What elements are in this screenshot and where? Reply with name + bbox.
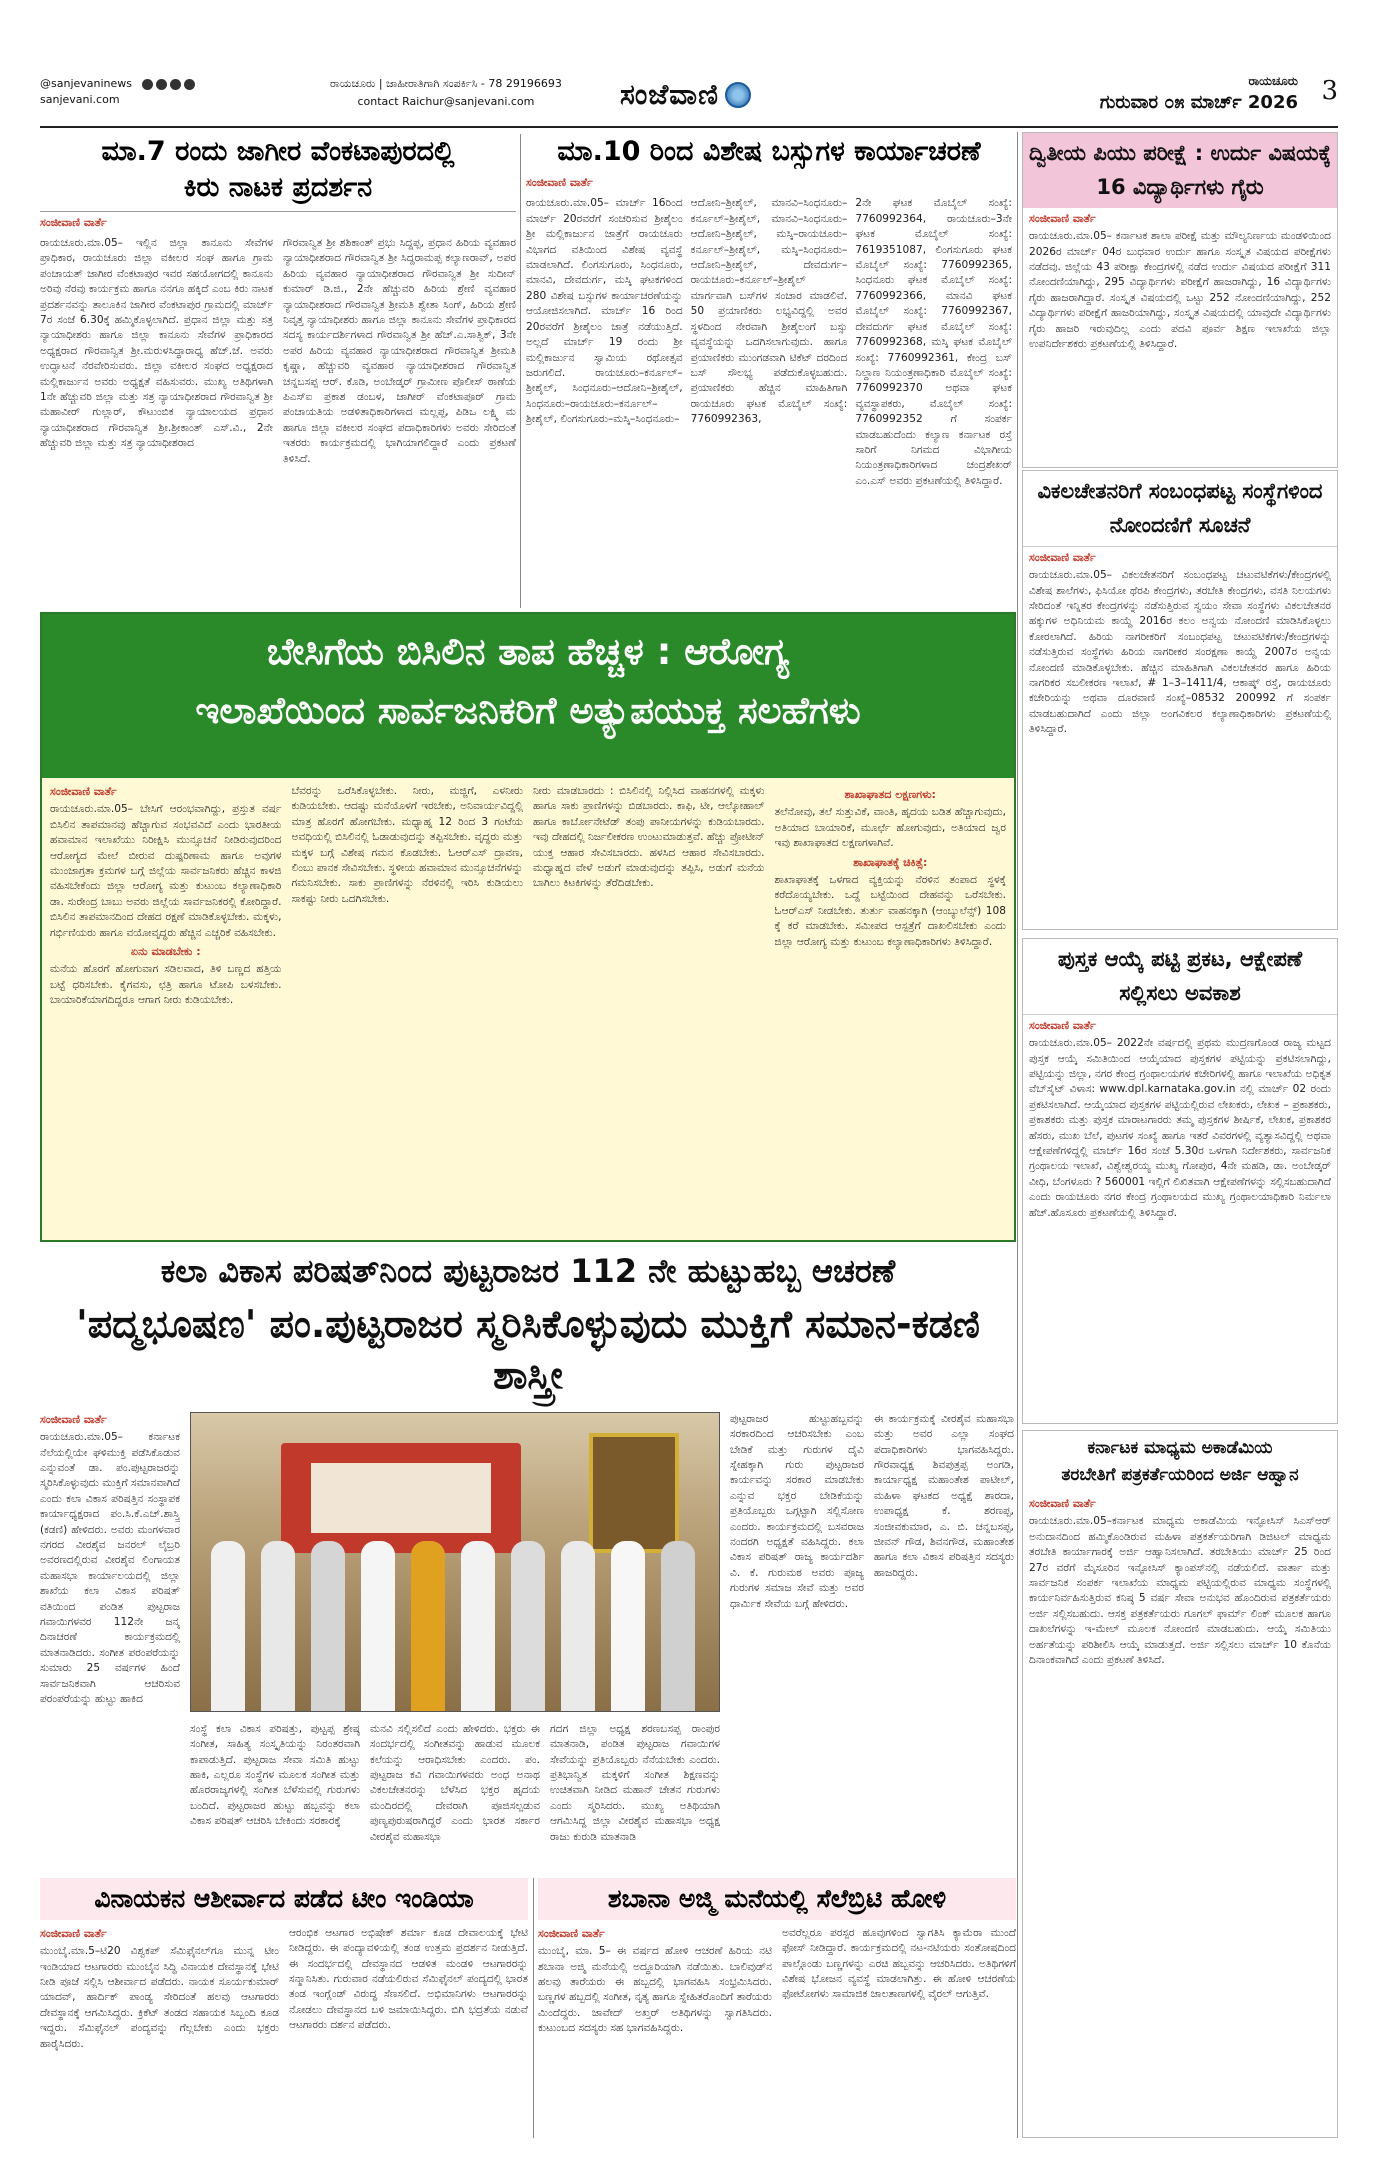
story-puttaraja-birthday xyxy=(40,1250,1016,1870)
city-label: ರಾಯಚೂರು xyxy=(330,77,376,90)
story1-column-1: ರಾಯಚೂರು.ಮಾ.05– ಇಲ್ಲಿನ ಜಿಲ್ಲಾ ಕಾನೂನು ಸೇವೆಗಳ ಪ್ರಾಧಿಕಾರ, ರಾಯಚೂರು ಜಿಲ್ಲಾ ವಕೀಲರ ಸಂಘ ಹಾಗೂ ಗ್ರಾಮ ಪಂಚಾಯತ್ ಜಾಗೀರ ವೆಂಕಟಾಪುರ ಇವರ ಸಹಯೋಗದಲ್ಲಿ ಕಾನೂನು ಅರಿವು ನೆರವು ಕಾರ್ಯಕ್ರಮ ಹಾಗೂ ನನಗೂ ಹಕ್ಕಿದೆ ಎಂಬ ಕಿರು ನಾಟಕ ಪ್ರದರ್ಶನವನ್ನು ತಾಲೂಕಿನ ಜಾಗೀರ ವೆಂಕಟಾಪುರ ಗ್ರಾಮದಲ್ಲಿ ಮಾರ್ಚ್ 7ರ ಸಂಜೆ 6.30ಕ್ಕೆ ಹಮ್ಮಿಕೊಳ್ಳಲಾಗಿದೆ. ಪ್ರಧಾನ ಜಿಲ್ಲಾ ಮತ್ತು ಸತ್ರ ನ್ಯಾಯಾಧೀಶರು ಹಾಗೂ ಜಿಲ್ಲಾ ಕಾನೂನು ಸೇವೆಗಳ ಪ್ರಾಧಿಕಾರದ ಅಧ್ಯಕ್ಷರಾದ ಗೌರವಾನ್ವಿತ ಶ್ರೀ.ಮರುಳಸಿದ್ಧಾರಾಧ್ಯ ಹೆಚ್.ಜೆ. ಅವರು ಉದ್ಘಾಟನೆ ನೆರವೇರಿಸುವರು. ಜಿಲ್ಲಾ ವಕೀಲರ ಸಂಘದ ಅಧ್ಯಕ್ಷರಾದ ಮಲ್ಲಿಕಾರ್ಜುನ ಅವರು ಅಧ್ಯಕ್ಷತೆ ವಹಿಸುವರು. ಮುಖ್ಯ ಅತಿಥಿಗಳಾಗಿ 1ನೇ ಹೆಚ್ಚುವರಿ ಜಿಲ್ಲಾ ಮತ್ತು ಸತ್ರ ನ್ಯಾಯಾಧೀಶರಾದ ಗೌರವಾನ್ವಿತ ಶ್ರೀ ಮಹಾವೀರ್ ಗುಲ್ಲಾರ್, ಕೌಟುಂಬಿಕ ನ್ಯಾಯಾಲಯದ ಪ್ರಧಾನ ನ್ಯಾಯಾಧೀಶರಾದ ಗೌರವಾನ್ವಿತ ಶ್ರೀ.ಶ್ರೀಕಾಂತ್ ಎಸ್.ವಿ., 2ನೇ ಹೆಚ್ಚುವರಿ ಜಿಲ್ಲಾ ಮತ್ತು ಸತ್ರ ನ್ಯಾಯಾಧೀಶರಾದ xyxy=(40,236,273,450)
story-special-buses xyxy=(526,134,1012,610)
sidebar-book-list xyxy=(1022,938,1338,1424)
social-handle[interactable]: @sanjevaninews xyxy=(40,77,133,90)
sidebar2-body: ರಾಯಚೂರು.ಮಾ.05– ವಿಕಲಚೇತನರಿಗೆ ಸಂಬಂಧಪಟ್ಟ ಚಟುವಟಿಕೆಗಳು/ಕೇಂದ್ರಗಳಲ್ಲಿ ವಿಶೇಷ ಶಾಲೆಗಳು, ಫಿಸಿಯೋ ಥೆರಪಿ ಕೇಂದ್ರಗಳು, ತರಬೇತಿ ಕೇಂದ್ರಗಳು, ವಸತಿ ನಿಲಯಗಳು ಸೇರಿದಂತೆ ಇನ್ನಿತರ ಕೇಂದ್ರಗಳನ್ನು ನಡೆಸುತ್ತಿರುವ ಸ್ವಯಂ ಸೇವಾ ಸಂಸ್ಥೆಗಳು ವಿಕಲಚೇತನರ ಹಕ್ಕುಗಳ ಅಧಿನಿಯಮ ಕಾಯ್ದೆ 2016ರ ಕಲಂ ಅನ್ವಯ ನೋಂದಣಿ ಮಾಡಿಸಿಕೊಳ್ಳಲು ಕೋರಲಾಗಿದೆ. ಹಿರಿಯ ನಾಗರೀಕರಿಗೆ ಸಂಬಂಧಪಟ್ಟ ಚಟುವಟಿಕೆಗಳು/ಕೇಂದ್ರಗಳನ್ನು ನಡೆಸುತ್ತಿರುವ ಸಂಸ್ಥೆಗಳು ಹಿರಿಯ ನಾಗರೀಕರ ಸಂರಕ್ಷಣಾ ಕಾಯ್ದೆ 2007ರ ಅನ್ವಯ ನೋಂದಣಿ ಮಾಡಿಕೊಳ್ಳಬೇಕು. ಹೆಚ್ಚಿನ ಮಾಹಿತಿಗಾಗಿ ವಿಕಲಚೇತನರ ಹಾಗೂ ಹಿರಿಯ ನಾಗರಿಕರ ಸಬಲೀಕರಣ ಇಲಾಖೆ, # 1–3–1411/4, ಆಕಾಷ್ಕ್ ರಸ್ತೆ, ರಾಯಚೂರು ಕಚೇರಿಯನ್ನು ಅಥವಾ ದೂರವಾಣಿ ಸಂಖ್ಯೆ–08532 200992 ಗೆ ಸಂಪರ್ಕ ಮಾಡಬಹುದಾಗಿದೆ ಎಂದು ಜಿಲ್ಲಾ ಅಂಗವಿಕಲರ ಕಲ್ಯಾಣಾಧಿಕಾರಿಗಳು ಪ್ರಕಟಣೆಯಲ್ಲಿ ತಿಳಿಸಿದ್ದಾರೆ. xyxy=(1029,569,1331,736)
sidebar3-headline: ಪುಸ್ತಕ ಆಯ್ಕೆ ಪಟ್ಟಿ ಪ್ರಕಟ, ಆಕ್ಷೇಪಣೆ ಸಲ್ಲಿಸಲು ಅವಕಾಶ xyxy=(1023,939,1337,1015)
sidebar3-body: ರಾಯಚೂರು.ಮಾ.05– 2022ನೇ ವರ್ಷದಲ್ಲಿ ಪ್ರಥಮ ಮುದ್ರಣಗೊಂಡ ರಾಜ್ಯ ಮಟ್ಟದ ಪುಸ್ತಕ ಆಯ್ಕೆ ಸಮಿತಿಯಿಂದ ಆಯ್ಕೆಯಾದ ಪುಸ್ತಕಗಳ ಪಟ್ಟಿಯನ್ನು ಪ್ರಕಟಿಸಲಾಗಿದ್ದು, ಪಟ್ಟಿಯನ್ನು ಜಿಲ್ಲಾ, ನಗರ ಕೇಂದ್ರ ಗ್ರಂಥಾಲಯಗಳ ಕಚೇರಿಗಳಲ್ಲಿ ಹಾಗೂ ಇಲಾಖೆಯ ಅಧಿಕೃತ ವೆಬ್‌ಸೈಟ್ ವಿಳಾಸ: www.dpl.karnataka.gov.in ನಲ್ಲಿ ಮಾರ್ಚ್ 02 ರಂದು ಪ್ರಕಟಿಸಲಾಗಿದೆ. ಆಯ್ಕೆಯಾದ ಪುಸ್ತಕಗಳ ಪಟ್ಟಿಯಲ್ಲಿರುವ ಲೇಖಕರು, ಲೇಖಕ – ಪ್ರಕಾಶಕರು, ಪ್ರಕಾಶಕರು ಮತ್ತು ಪುಸ್ತಕ ಮಾರಾಟಗಾರರು ತಮ್ಮ ಪುಸ್ತಕಗಳ ಶೀರ್ಷಿಕೆ, ಲೇಖಕ, ಪ್ರಕಾಶಕರ ಹೆಸರು, ಮುಖ ಬೆಲೆ, ಪುಟಗಳ ಸಂಖ್ಯೆ ಹಾಗೂ ಇತರೆ ವಿವರಗಳಲ್ಲಿ ವ್ಯತ್ಯಾಸವಿದ್ದಲ್ಲಿ ಅಥವಾ ಆಕ್ಷೇಪಣೆಗಳಿದ್ದಲ್ಲಿ ಮಾರ್ಚ್ 16ರ ಸಂಜೆ 5.30ರ ಒಳಗಾಗಿ ನಿರ್ದೇಶಕರು, ಸಾರ್ವಜನಿಕ ಗ್ರಂಥಾಲಯ ಇಲಾಖೆ, ವಿಶ್ವೇಶ್ವರಯ್ಯ ಮುಖ್ಯ ಗೋಪುರ, 4ನೇ ಮಹಡಿ, ಡಾ. ಅಂಬೇಡ್ಕರ್ ವೀಧಿ, ಬೆಂಗಳೂರು ? 560001 ಇಲ್ಲಿಗೆ ಲಿಖಿತವಾಗಿ ಆಕ್ಷೇಪಣೆಗಳನ್ನು ಸಲ್ಲಿಸಬಹುದಾಗಿದೆ ಎಂದು ರಾಯಚೂರು ನಗರ ಕೇಂದ್ರ ಗ್ರಂಥಾಲಯದ ಮುಖ್ಯ ಗ್ರಂಥಾಲಯಾಧಿಕಾರಿ ನಿರ್ಮಲಾ ಹೆಚ್.ಹೊಸೂರು ಪ್ರಕಟಣೆಯಲ್ಲಿ ತಿಳಿಸಿದ್ದಾರೆ. xyxy=(1029,1037,1331,1219)
youtube-icon[interactable] xyxy=(170,79,181,90)
instagram-icon[interactable] xyxy=(156,79,167,90)
twitter-icon[interactable] xyxy=(184,79,195,90)
edition-city: ರಾಯಚೂರು xyxy=(1248,74,1298,88)
story5-column-2: ಅವರೆಲ್ಲರೂ ಪರಸ್ಪರ ಹೂವುಗಳಿಂದ ಸ್ವಾಗತಿಸಿ ಕ್ಯಾಮೆರಾ ಮುಂದೆ ಫೋಸ್ ನೀಡಿದ್ದಾರೆ. ಕಾರ್ಯಕ್ರಮದಲ್ಲಿ ನಟ-ನಟಿಯರು ಸಂತೋಷದಿಂದ ಪಾಲ್ಗೊಂಡು ಬಣ್ಣಗಳನ್ನು ಎರಚಿ ಹಬ್ಬವನ್ನು ಆಚರಿಸಿದರು. ಅತಿಥಿಗಳಿಗೆ ವಿಶೇಷ ಭೋಜನ ವ್ಯವಸ್ಥೆ ಮಾಡಲಾಗಿತ್ತು. ಈ ಹೋಳಿ ಆಚರಣೆಯ ಫೋಟೋಗಳು ಸಾಮಾಜಿಕ ಜಾಲತಾಣಗಳಲ್ಲಿ ವೈರಲ್ ಆಗುತ್ತಿವೆ. xyxy=(782,1926,1016,2001)
story3-column-mid2: ಮನವಿ ಸಲ್ಲಿಸಲಿದೆ ಎಂದು ಹೇಳಿದರು. ಭಕ್ತರು ಈ ಸಂದರ್ಭದಲ್ಲಿ ಸಂಗೀತವನ್ನು ಹಾಡುವ ಮೂಲಕ ಕಲೆಯನ್ನು ಆರಾಧಿಸಬೇಕು ಎಂದರು. ಪಂ. ಪುಟ್ಟರಾಜ ಕವಿ ಗವಾಯಿಗಳವರು ಅಂಧ ಅನಾಥ ವಿಕಲಚೇತನರನ್ನು ಬೆಳೆಸಿದ ಭಕ್ತರ ಹೃದಯ ಮಂದಿರದಲ್ಲಿ ದೇವರಾಗಿ ಪೂಜಿಸಲ್ಪಡುವ ಪುಣ್ಯಪುರುಷರಾಗಿದ್ದರೆ ಎಂದು ಭಾರತ ಸರ್ಕಾರ ವೀರಶೈವ ಮಹಾಸಭಾ xyxy=(370,1722,540,1843)
story4-headline: ವಿನಾಯಕನ ಆಶೀರ್ವಾದ ಪಡೆದ ಟೀಂ ಇಂಡಿಯಾ xyxy=(40,1878,528,1920)
story3-column-right1: ಪುಟ್ಟರಾಜರ ಹುಟ್ಟುಹಬ್ಬವನ್ನು ಸರಕಾರದಿಂದ ಆಚರಿಸಬೇಕು ಎಂಬ ಬೇಡಿಕೆ ಮತ್ತು ಗುರುಗಳ ದೈವಿ ಸ್ನೇಹಕ್ಕಾಗಿ ಗುರು ಪುಟ್ಟರಾಜರ ಕಾರ್ಯವನ್ನು ಸರಕಾರ ಮಾಡಬೇಕು ಎನ್ನುವ ಭಕ್ತರ ಬೇಡಿಕೆಯನ್ನು ಪ್ರತಿಯೊಬ್ಬರು ಒಗ್ಗಟ್ಟಾಗಿ ಸಲ್ಲಿಸೋಣ ಎಂದರು. ಕಾರ್ಯಕ್ರಮದಲ್ಲಿ ಬಸವರಾಜ ನಂದರಗಿ ಅಧ್ಯಕ್ಷತೆ ವಹಿಸಿದ್ದರು. ಕಲಾ ವಿಕಾಸ ಪರಿಷತ್ ರಾಜ್ಯ ಕಾರ್ಯದರ್ಶಿ ವಿ. ಕೆ. ಗುರುಮಠ ಅವರು ಪೂಜ್ಯ ಗುರುಗಳ ಸಮಾಜ ಸೇವೆ ಮತ್ತು ಅವರ ಧಾರ್ಮಿಕ ಸೇವೆಯ ಬಗ್ಗೆ ಹೇಳಿದರು. xyxy=(730,1412,864,1610)
sidebar1-body: ರಾಯಚೂರು.ಮಾ.05– ಕರ್ನಾಟಕ ಶಾಲಾ ಪರೀಕ್ಷೆ ಮತ್ತು ಮೌಲ್ಯನಿರ್ಣಯ ಮಂಡಳಿಯಿಂದ 2026ರ ಮಾರ್ಚ್ 04ರ ಬುಧವಾರ ಉರ್ದು ಹಾಗೂ ಸಂಸ್ಕೃತ ವಿಷಯದ ಪರೀಕ್ಷೆಗಳು ನಡೆದವು. ಜಿಲ್ಲೆಯ 43 ಪರೀಕ್ಷಾ ಕೇಂದ್ರಗಳಲ್ಲಿ ನಡೆದ ಉರ್ದು ವಿಷಯದ ಪರೀಕ್ಷೆಗೆ 311 ನೋಂದಣಿಯಾಗಿದ್ದು, 295 ವಿದ್ಯಾರ್ಥಿಗಳು ಪರೀಕ್ಷೆಗೆ ಹಾಜರಾಗಿದ್ದು, 16 ವಿದ್ಯಾರ್ಥಿಗಳು ಗೈರು ಹಾಜರಾಗಿದ್ದಾರೆ. ಸಂಸ್ಕೃತ ವಿಷಯದಲ್ಲಿ ಒಟ್ಟು 252 ನೋಂದಣಿಯಾಗಿದ್ದು, 252 ವಿದ್ಯಾರ್ಥಿಗಳು ಪರೀಕ್ಷೆಗೆ ಹಾಜರಿಯಾಗಿದ್ದು, ಸಂಸ್ಕೃತ ವಿಷಯದಲ್ಲಿ ಯಾವುದೇ ವಿದ್ಯಾರ್ಥಿಗಳು ಗೈರು ಹಾಜರಿ ಇರುವುದಿಲ್ಲ ಎಂದು ಪದವಿ ಪೂರ್ವ ಶಿಕ್ಷಣ ಇಲಾಖೆಯ ಜಿಲ್ಲಾ ಉಪನಿರ್ದೇಶಕರು ಪ್ರಕಟಣೆಯಲ್ಲಿ ತಿಳಿಸಿದ್ದಾರೆ. xyxy=(1029,230,1331,351)
health-column-3: ನೀರು ಮಾಡಬಾರದು : ಬಿಸಿಲಿನಲ್ಲಿ ನಿಲ್ಲಿಸಿದ ವಾಹನಗಳಲ್ಲಿ ಮಕ್ಕಳು ಹಾಗೂ ಸಾಕು ಪ್ರಾಣಿಗಳನ್ನು ಬಿಡಬಾರದು. ಕಾಫಿ, ಟೀ, ಆಲ್ಕೋಹಾಲ್ ಹಾಗೂ ಕಾರ್ಬೋನೇಟೆಡ್ ತಂಪು ಪಾನೀಯಗಳನ್ನು ಕುಡಿಯಬಾರದು. ಇವು ದೇಹದಲ್ಲಿ ನಿರ್ಜಲೀಕರಣ ಉಂಟುಮಾಡುತ್ತವೆ. ಹೆಚ್ಚು ಪ್ರೋಟೀನ್ ಯುಕ್ತ ಆಹಾರ ಸೇವಿಸಬಾರದು. ಹಳಸಿದ ಆಹಾರ ಸೇವಿಸಬಾರದು. ಮಧ್ಯಾಹ್ನದ ವೇಳೆ ಅಡುಗೆ ಮಾಡುವುದನ್ನು ತಪ್ಪಿಸಿ, ಅಡುಗೆ ಮನೆಯ ಬಾಗಿಲು ಕಿಟಕಿಗಳನ್ನು ತೆರೆದಿಡಬೇಕು. xyxy=(533,785,765,890)
sidebar-media-academy xyxy=(1022,1430,1338,2138)
story2-byline: ಸಂಜೀವಾಣಿ ವಾರ್ತೆ xyxy=(526,176,593,190)
sidebar3-byline: ಸಂಜೀವಾಣಿ ವಾರ್ತೆ xyxy=(1029,1019,1096,1033)
event-photo xyxy=(190,1412,720,1712)
story5-headline: ಶಬಾನಾ ಅಜ್ಮಿ ಮನೆಯಲ್ಲಿ ಸೆಲೆಬ್ರಿಟಿ ಹೋಳಿ xyxy=(538,1878,1016,1920)
story2-headline: ಮಾ.10 ರಿಂದ ವಿಶೇಷ ಬಸ್ಸುಗಳ ಕಾರ್ಯಾಚರಣೆ xyxy=(557,136,981,167)
contact-email[interactable]: contact Raichur@sanjevani.com xyxy=(357,95,535,108)
health-column-2: ಬೆವರನ್ನು ಒರೆಸಿಕೊಳ್ಳಬೇಕು. ನೀರು, ಮಜ್ಜಿಗೆ, ಎಳನೀರು ಕುಡಿಯಬೇಕು. ಆದಷ್ಟು ಮನೆಯೊಳಗೆ ಇರಬೇಕು, ಅನಿವಾರ್ಯವಿದ್ದಲ್ಲಿ ಮಾತ್ರ ಹೊರಗೆ ಹೋಗಬೇಕು. ಮಧ್ಯಾಹ್ನ 12 ರಿಂದ 3 ಗಂಟೆಯ ಅವಧಿಯಲ್ಲಿ ಬಿಸಿಲಿನಲ್ಲಿ ಓಡಾಡುವುದನ್ನು ತಪ್ಪಿಸಬೇಕು. ವೃದ್ಧರು ಮತ್ತು ಮಕ್ಕಳ ಬಗ್ಗೆ ವಿಶೇಷ ಗಮನ ಕೊಡಬೇಕು. ಓಆರ್‌ಎಸ್ ದ್ರಾವಣ, ಲಿಂಬು ಪಾನಕ ಸೇವಿಸಬೇಕು. ಸ್ಥಳೀಯ ಹವಾಮಾನ ಮುನ್ಸೂಚನೆಗಳನ್ನು ಗಮನಿಸಬೇಕು. ಸಾಕು ಪ್ರಾಣಿಗಳನ್ನು ನೆರಳಿನಲ್ಲಿ ಇರಿಸಿ ಕುಡಿಯಲು ಸಾಕಷ್ಟು ನೀರು ಒದಗಿಸಬೇಕು. xyxy=(291,785,523,905)
social-icons xyxy=(142,79,195,90)
story3-column-right2: ಈ ಕಾರ್ಯಕ್ರಮಕ್ಕೆ ವೀರಶೈವ ಮಹಾಸಭಾ ಮತ್ತು ಅವರ ಎಲ್ಲಾ ಸಂಘದ ಪದಾಧಿಕಾರಿಗಳು ಭಾಗವಹಿಸಿದ್ದರು. ಗೌರವಾಧ್ಯಕ್ಷ ಶಿವಪುತ್ರಪ್ಪ ಅಂಗಡಿ, ಕಾರ್ಯಾಧ್ಯಕ್ಷ ಮಹಾಂತೇಶ ಪಾಟೀಲ್, ಮಹಿಳಾ ಘಟಕದ ಅಧ್ಯಕ್ಷೆ ಶಾರದಾ, ಉಪಾಧ್ಯಕ್ಷ ಕೆ. ಶರಣಪ್ಪ, ಸಂಜೀವಕುಮಾರ, ಎ. ಬಿ. ಚನ್ನಬಸಪ್ಪ, ಜೀವನ್ ಗೌಡ, ಶಿವನಗೌಡ, ಮಹಾಂತೇಶ ಹಾಗೂ ಕಲಾ ವಿಕಾಸ ಪರಿಷತ್ತಿನ ಸದಸ್ಯರು ಹಾಜರಿದ್ದರು. xyxy=(874,1412,1014,1579)
masthead xyxy=(40,72,1338,128)
story1-column-2: ಗೌರವಾನ್ವಿತ ಶ್ರೀ ಶಶಿಕಾಂತ್ ಪ್ರಭು ಸಿದ್ದಪ್ಪ, ಪ್ರಧಾನ ಹಿರಿಯ ವ್ಯವಹಾರ ನ್ಯಾಯಾಧೀಶರಾದ ಗೌರವಾನ್ವಿತ ಶ್ರೀ ಸಿದ್ದರಾಮಪ್ಪ ಕಲ್ಯಾಣರಾವ್, ಅಪರ ಹಿರಿಯ ವ್ಯವಹಾರ ನ್ಯಾಯಾಧೀಶರಾದ ಗೌರವಾನ್ವಿತ ಶ್ರೀ ಸುದೀನ್ ಕುಮಾರ್ ಡಿ.ಜಿ., 2ನೇ ಹೆಚ್ಚುವರಿ ಹಿರಿಯ ಶ್ರೇಣಿ ವ್ಯವಹಾರ ನ್ಯಾಯಾಧೀಶರಾದ ಗೌರವಾನ್ವಿತ ಶ್ರೀಮತಿ ಶ್ವೇತಾ ಸಿಂಗ್, ಹಿರಿಯ ಶ್ರೇಣಿ ನಿವೃತ್ತ ನ್ಯಾಯಾಧೀಶರು ಹಾಗೂ ಜಿಲ್ಲಾ ಕಾನೂನು ಸೇವೆಗಳ ಪ್ರಾಧಿಕಾರದ ಸದಸ್ಯ ಕಾರ್ಯದರ್ಶಿಗಳಾದ ಗೌರವಾನ್ವಿತ ಶ್ರೀ ಹೆಚ್.ಎ.ಸಾತ್ವಿಕ್, 3ನೇ ಅಪರ ಹಿರಿಯ ವ್ಯವಹಾರ ನ್ಯಾಯಾಧೀಶರಾದ ಗೌರವಾನ್ವಿತ ಶ್ರೀಮತಿ ಕೃಷ್ಣಾ, ಹೆಚ್ಚುವರಿ ವ್ಯವಹಾರ ನ್ಯಾಯಾಧೀಶರಾದ ಗೌರವಾನ್ವಿತ ಚನ್ನಬಸಪ್ಪ ಆರ್. ಕೊಡಿ, ಅಂಬೇಡ್ಕರ್ ಗ್ರಾಮೀಣ ಪೊಲೀಸ್ ಠಾಣೆಯ ಪಿಎಸ್ಐ ಪ್ರಕಾಶ ಡಂಬಳ, ಜಾಗೀರ್ ವೆಂಕಟಾಪೂರ್ ಗ್ರಾಮ ಪಂಚಾಯತಿಯ ಅಡಳಿತಾಧಿಕಾರಿಗಳಾದ ಮಲ್ಲಪ್ಪ, ಪಿಡಿಒ ಲಕ್ಷ್ಮಿ ಮ ಹಾಗೂ ಜಿಲ್ಲಾ ವಕೀಲರ ಸಂಘದ ಪದಾಧಿಕಾರಿಗಳು ಅವರು ಸೇರಿದಂತೆ ಇತರರು ಕಾರ್ಯಕ್ರಮದಲ್ಲಿ ಭಾಗಿಯಾಗಲಿದ್ದಾರೆ ಎಂದು ಪ್ರಕಟಣೆ ತಿಳಿಸಿದೆ. xyxy=(283,236,516,465)
health-subhead-symptoms: ಶಾಖಾಘಾತದ ಲಕ್ಷಣಗಳು: xyxy=(844,788,936,801)
story3-kicker: ಕಲಾ ವಿಕಾಸ ಪರಿಷತ್‌ನಿಂದ ಪುಟ್ಟರಾಜರ 112 ನೇ ಹುಟ್ಟುಹಬ್ಬ ಆಚರಣೆ xyxy=(160,1252,896,1290)
story4-column-2: ಆರಂಭಿಕ ಆಟಗಾರ ಅಭಿಷೇಕ್ ಶರ್ಮಾ ಕೂಡ ದೇವಾಲಯಕ್ಕೆ ಭೇಟಿ ನೀಡಿದ್ದರು. ಈ ಪಂದ್ಯಾವಳಿಯಲ್ಲಿ ತಂಡ ಉತ್ತಮ ಪ್ರದರ್ಶನ ನೀಡುತ್ತಿದೆ. ಈ ಸಂದರ್ಭದಲ್ಲಿ ದೇವಸ್ಥಾನದ ಆಡಳಿತ ಮಂಡಳಿ ಆಟಗಾರರನ್ನು ಸನ್ಮಾನಿಸಿತು. ಗುರುವಾರ ನಡೆಯಲಿರುವ ಸೆಮಿಫೈನಲ್ ಪಂದ್ಯದಲ್ಲಿ ಭಾರತ ತಂಡ ಇಂಗ್ಲೆಂಡ್ ವಿರುದ್ಧ ಸೆಣಸಲಿದೆ. ಅಭಿಮಾನಿಗಳು ಆಟಗಾರರನ್ನು ನೋಡಲು ದೇವಸ್ಥಾನದ ಬಳಿ ಜಮಾಯಿಸಿದ್ದರು. ಬಿಗಿ ಭದ್ರತೆಯ ನಡುವೆ ಆಟಗಾರರು ದರ್ಶನ ಪಡೆದರು. xyxy=(289,1926,528,2032)
sidebar4-body: ರಾಯಚೂರು.ಮಾ.05–ಕರ್ನಾಟಕ ಮಾಧ್ಯಮ ಅಕಾಡೆಮಿಯ ಇನ್ಫೋಸಿಸ್ ಸಿಎಸ್ಆರ್ ಅನುದಾನದಿಂದ ಹಮ್ಮಿಕೊಂಡಿರುವ ಮಹಿಳಾ ಪತ್ರಕರ್ತೆಯರಿಗಾಗಿ ಡಿಜಿಟಲ್ ಮಾಧ್ಯಮ ತರಬೇತಿ ಕಾರ್ಯಾಗಾರಕ್ಕೆ ಅರ್ಜಿ ಆಹ್ವಾನಿಸಲಾಗಿದೆ. ತರಬೇತಿಯು ಮಾರ್ಚ್ 25 ರಿಂದ 27ರ ವರೆಗೆ ಮೈಸೂರಿನ ಇನ್ಫೋಸಿಸ್ ಕ್ಯಾಂಪಸ್‌ನಲ್ಲಿ ನಡೆಯಲಿದೆ. ವಾರ್ತಾ ಮತ್ತು ಸಾರ್ವಜನಿಕ ಸಂಪರ್ಕ ಇಲಾಖೆಯ ಮಾಧ್ಯಮ ಪಟ್ಟಿಯಲ್ಲಿರುವ ಮಾಧ್ಯಮ ಸಂಸ್ಥೆಗಳಲ್ಲಿ ಕಾರ್ಯನಿರ್ವಹಿಸುತ್ತಿರುವ ಕನಿಷ್ಠ 5 ವರ್ಷ ಸೇವಾ ಅನುಭವ ಹೊಂದಿರುವ ಪತ್ರಕರ್ತೆಯರು ಅರ್ಜಿ ಸಲ್ಲಿಸಬಹುದು. ಆಸಕ್ತ ಪತ್ರಕರ್ತೆಯರು ಗೂಗಲ್ ಫಾರ್ಮ್ ಲಿಂಕ್ ಮೂಲಕ ಹಾಗೂ ದಾಖಲೆಗಳನ್ನು ಇ-ಮೇಲ್ ಮೂಲಕ ನೋಂದಣಿ ಮಾಡಬಹುದು. ಆಯ್ಕೆ ಸಮಿತಿಯು ಅರ್ಹತೆಯನ್ನು ಪರಿಶೀಲಿಸಿ ಆಯ್ಕೆ ಮಾಡುತ್ತದೆ. ಅರ್ಜಿ ಸಲ್ಲಿಸಲು ಮಾರ್ಚ್ 10 ಕೊನೆಯ ದಿನಾಂಕವಾಗಿದೆ ಎಂದು ಪ್ರಕಟಣೆ ತಿಳಿಸಿದೆ. xyxy=(1029,1515,1331,1667)
masthead-center: ರಾಯಚೂರು | ಜಾಹೀರಾತಿಗಾಗಿ ಸಂಪರ್ಕಿಸಿ - 78 29196693 contact Raichur@sanjevani.com xyxy=(330,77,562,108)
health-column-1: ಸಂಜೀವಾಣಿ ವಾರ್ತೆ ರಾಯಚೂರು.ಮಾ.05– ಬೇಸಿಗೆ ಆರಂಭವಾಗಿದ್ದು, ಪ್ರಸ್ತುತ ವರ್ಷ ಬಿಸಿಲಿನ ತಾಪಮಾನವು ಹೆಚ್ಚಾಗುವ ಸಂಭವವಿದೆ ಎಂದು ಭಾರತೀಯ ಹವಾಮಾನ ಇಲಾಖೆಯು ನಿರೀಕ್ಷಿಸಿ ಮುನ್ಸೂಚನೆ ನೀಡಿರುವುದರಿಂದ ಆರೋಗ್ಯದ ಮೇಲೆ ಬೀರುವ ದುಷ್ಪರಿಣಾಮ ಹಾಗೂ ಅವುಗಳ ಮುಂಜಾಗ್ರತಾ ಕ್ರಮಗಳ ಬಗ್ಗೆ ಜಿಲ್ಲೆಯ ಸಾರ್ವಜನಿಕರು ಹೆಚ್ಚಿನ ಕಾಳಜಿ ವಹಿಸಬೇಕೆಂದು ಜಿಲ್ಲಾ ಆರೋಗ್ಯ ಮತ್ತು ಕುಟುಂಬ ಕಲ್ಯಾಣಾಧಿಕಾರಿ ಡಾ. ಸುರೇಂದ್ರ ಬಾಬು ಅವರು ಜಿಲ್ಲೆಯ ಸಾರ್ವಜನಿಕರಲ್ಲಿ ಕೋರಿದ್ದಾರೆ. ಬಿಸಿಲಿನ ತಾಪಮಾನದಿಂದ ದೇಹದ ರಕ್ಷಣೆ ಮಾಡಿಕೊಳ್ಳಬೇಕು. ಮಕ್ಕಳು, ಗರ್ಭಿಣಿಯರು ಹಾಗೂ ವಯೋವೃದ್ಧರು ಹೆಚ್ಚಿನ ಎಚ್ಚರಿಕೆ ವಹಿಸಬೇಕು. ಏನು ಮಾಡಬೇಕು : ಮನೆಯ ಹೊರಗೆ ಹೋಗುವಾಗ ಸಡಿಲವಾದ, ತಿಳಿ ಬಣ್ಣದ ಹತ್ತಿಯ ಬಟ್ಟೆ ಧರಿಸಬೇಕು. ಕೈಗವಸು, ಛತ್ರಿ ಹಾಗೂ ಟೋಪಿ ಬಳಸಬೇಕು. ಬಾಯಾರಿಕೆಯಾಗದಿದ್ದರೂ ಆಗಾಗ ನೀರು ಕುಡಿಯಬೇಕು. xyxy=(50,785,282,1007)
story3-headline: 'ಪದ್ಮಭೂಷಣ' ಪಂ.ಪುಟ್ಟರಾಜರ ಸ್ಮರಿಸಿಕೊಳ್ಳುವುದು ಮುಕ್ತಿಗೆ ಸಮಾನ-ಕಡಣಿ ಶಾಸ್ತ್ರೀ xyxy=(76,1302,980,1398)
portrait-frame xyxy=(589,1433,679,1553)
health-subhead-treatment: ಶಾಖಾಘಾತಕ್ಕೆ ಚಿಕಿತ್ಸೆ: xyxy=(853,855,928,869)
story4-column-1: ಸಂಜೀವಾಣಿ ವಾರ್ತೆ ಮುಂಬೈ.ಮಾ.5–ಟಿ20 ವಿಶ್ವಕಪ್ ಸೆಮಿಫೈನಲ್‌ಗೂ ಮುನ್ನ ಟೀಂ ಇಂಡಿಯಾದ ಆಟಗಾರರು ಮುಂಬೈನ ಸಿದ್ಧಿ ವಿನಾಯಕ ದೇವಸ್ಥಾನಕ್ಕೆ ಭೇಟಿ ನೀಡಿ ಪೂಜೆ ಸಲ್ಲಿಸಿ ಆಶೀರ್ವಾದ ಪಡೆದರು. ನಾಯಕ ಸೂರ್ಯಕುಮಾರ್ ಯಾದವ್, ಹಾರ್ದಿಕ್ ಪಾಂಡ್ಯ ಸೇರಿದಂತೆ ಹಲವು ಆಟಗಾರರು ದೇವಸ್ಥಾನಕ್ಕೆ ಆಗಮಿಸಿದ್ದರು. ಕ್ರಿಕೆಟ್ ತಂಡದ ಸಹಾಯಕ ಸಿಬ್ಬಂದಿ ಕೂಡ ಇದ್ದರು. ಸೆಮಿಫೈನಲ್ ಪಂದ್ಯವನ್ನು ಗೆಲ್ಲಬೇಕು ಎಂದು ಭಕ್ತರು ಹಾರೈಸಿದರು. xyxy=(40,1926,279,2050)
masthead-left xyxy=(40,76,195,108)
website-link[interactable]: sanjevani.com xyxy=(40,93,120,106)
column-divider xyxy=(520,134,521,608)
story2-column-1: ರಾಯಚೂರು.ಮಾ.05– ಮಾರ್ಚ್ 16ರಿಂದ ಮಾರ್ಚ್ 20ರವರೆಗೆ ಸಂಚರಿಸುವ ಶ್ರೀಶೈಲಂ ಶ್ರೀ ಮಲ್ಲಿಕಾರ್ಜುನ ಜಾತ್ರೆಗೆ ರಾಯಚೂರು ವಿಭಾಗದ ವತಿಯಿಂದ ವಿಶೇಷ ವ್ಯವಸ್ಥೆ ಮಾಡಲಾಗಿದೆ. ಲಿಂಗಸುಗೂರು, ಸಿಂಧನೂರು, ಮಾನವಿ, ದೇವದುರ್ಗ, ಮಸ್ಕಿ ಘಟಕಗಳಿಂದ 280 ವಿಶೇಷ ಬಸ್ಸುಗಳ ಕಾರ್ಯಾಚರಣೆಯನ್ನು ಆಯೋಜಿಸಲಾಗಿದೆ. ಮಾರ್ಚ್ 16 ರಿಂದ 20ರವರೆಗೆ ಶ್ರೀಶೈಲಂ ಜಾತ್ರೆ ನಡೆಯುತ್ತಿದೆ. ಅಲ್ಲದೆ ಮಾರ್ಚ್ 19 ರಂದು ಶ್ರೀ ಮಲ್ಲಿಕಾರ್ಜುನ ಸ್ವಾಮಿಯ ರಥೋತ್ಸವ ಜರುಗಲಿದೆ. ರಾಯಚೂರು–ಕರ್ನೂಲ್–ಶ್ರೀಶೈಲ್, ಸಿಂಧನೂರು–ಆದೋನಿ–ಶ್ರೀಶೈಲ್, ಸಿಂಧನೂರು–ರಾಯಚೂರು–ಕರ್ನೂಲ್–ಶ್ರೀಶೈಲ್, ಲಿಂಗಸುಗೂರು–ಮಸ್ಕಿ–ಸಿಂಧನೂರು– xyxy=(526,197,683,426)
health-column-4: ಶಾಖಾಘಾತದ ಲಕ್ಷಣಗಳು: ತಲೆನೋವು, ತಲೆ ಸುತ್ತುವಿಕೆ, ವಾಂತಿ, ಹೃದಯ ಬಡಿತ ಹೆಚ್ಚಾಗುವುದು, ಅತಿಯಾದ ಬಾಯಾರಿಕೆ, ಮೂರ್ಛೆ ಹೋಗುವುದು, ಅತಿಯಾದ ಜ್ವರ ಇವು ಶಾಖಾಘಾತದ ಲಕ್ಷಣಗಳಾಗಿವೆ. ಶಾಖಾಘಾತಕ್ಕೆ ಚಿಕಿತ್ಸೆ: ಶಾಖಾಘಾತಕ್ಕೆ ಒಳಗಾದ ವ್ಯಕ್ತಿಯನ್ನು ನೆರಳಿನ ತಂಪಾದ ಸ್ಥಳಕ್ಕೆ ಕರೆದೊಯ್ಯಬೇಕು. ಒದ್ದೆ ಬಟ್ಟೆಯಿಂದ ದೇಹವನ್ನು ಒರೆಸಬೇಕು. ಓಆರ್‌ಎಸ್ ನೀಡಬೇಕು. ತುರ್ತು ವಾಹನಕ್ಕಾಗಿ (ಆಂಬ್ಯುಲೆನ್ಸ್) 108 ಕ್ಕೆ ಕರೆ ಮಾಡಬೇಕು. ಸಮೀಪದ ಆಸ್ಪತ್ರೆಗೆ ದಾಖಲಿಸಬೇಕು ಎಂದು ಜಿಲ್ಲಾ ಆರೋಗ್ಯ ಮತ್ತು ಕುಟುಂಬ ಕಲ್ಯಾಣಾಧಿಕಾರಿಗಳು ತಿಳಿಸಿದ್ದಾರೆ. xyxy=(774,788,1006,948)
story-holi-celebration xyxy=(538,1878,1016,2138)
story5-column-1: ಸಂಜೀವಾಣಿ ವಾರ್ತೆ ಮುಂಬೈ, ಮಾ. 5– ಈ ವರ್ಷದ ಹೋಳಿ ಆಚರಣೆ ಹಿರಿಯ ನಟಿ ಶಬಾನಾ ಅಜ್ಮಿ ಮನೆಯಲ್ಲಿ ಅದ್ಧೂರಿಯಾಗಿ ನಡೆಯಿತು. ಬಾಲಿವುಡ್‌ನ ಹಲವು ತಾರೆಯರು ಈ ಹಬ್ಬದಲ್ಲಿ ಭಾಗವಹಿಸಿ ಸಂಭ್ರಮಿಸಿದರು. ಬಣ್ಣಗಳ ಹಬ್ಬದಲ್ಲಿ ಸಂಗೀತ, ನೃತ್ಯ ಹಾಗೂ ಸ್ನೇಹಿತರೊಂದಿಗೆ ತಾರೆಯರು ಮಿಂದೆದ್ದರು. ಜಾವೇದ್ ಅಖ್ತರ್ ಅತಿಥಿಗಳನ್ನು ಸ್ವಾಗತಿಸಿದರು. ಕುಟುಂಬದ ಸದಸ್ಯರು ಸಹ ಭಾಗವಹಿಸಿದ್ದರು. xyxy=(538,1926,772,2035)
story1-headline: ಮಾ.7 ರಂದು ಜಾಗೀರ ವೆಂಕಟಾಪುರದಲ್ಲಿ ಕಿರು ನಾಟಕ ಪ್ರದರ್ಶನ xyxy=(40,134,516,212)
sidebar4-byline: ಸಂಜೀವಾಣಿ ವಾರ್ತೆ xyxy=(1029,1497,1096,1511)
sidebar-disabled-registration xyxy=(1022,470,1338,930)
sidebar-puc-exam xyxy=(1022,132,1338,468)
story3-column-left: ಸಂಜೀವಾಣಿ ವಾರ್ತೆ ರಾಯಚೂರು.ಮಾ.05– ಕರ್ನಾಟಕ ನೆಲೆಯಲ್ಲಿಯೇ ಘಳಿಮುಕ್ತಿ ಪಡೆಸಿಕೊಡುವ ಎನ್ನುವಂತೆ ಡಾ. ಪಂ.ಪುಟ್ಟರಾಜರನ್ನು ಸ್ಮರಿಸಿಕೊಳ್ಳುವುದು ಮುಕ್ತಿಗೆ ಸಮಾನವಾಗಿದೆ ಎಂದು ಕಲಾ ವಿಕಾಸ ಪರಿಷತ್ತಿನ ಸಂಸ್ಥಾಪಕ ಕಾರ್ಯಾಧ್ಯಕ್ಷರಾದ ಪಂ.ಸಿ.ಕೆ.ಎಚ್.ಶಾಸ್ತ್ರಿ (ಕಡಣಿ) ಹೇಳಿದರು. ಅವರು ಮಂಗಳವಾರ ನಗರದ ವೀರಶೈವ ಜನರಲ್ ಲೈಬ್ರರಿ ಅವರಣದಲ್ಲಿರುವ ವೀರಶೈವ ಲಿಂಗಾಯತ ಮಹಾಸಭಾ ಕಾರ್ಯಾಲಯದಲ್ಲಿ ಜಿಲ್ಲಾ ಶಾಖೆಯ ಕಲಾ ವಿಕಾಸ ಪರಿಷತ್ ವತಿಯಿಂದ ಪಂಡಿತ ಪುಟ್ಟರಾಜ ಗವಾಯಿಗಳವರ 112ನೇ ಜನ್ಮ ದಿನಾಚರಣೆ ಕಾರ್ಯಕ್ರಮದಲ್ಲಿ ಮಾತನಾಡಿದರು. ಸಂಗೀತ ಪರಂಪರೆಯನ್ನು ಸುಮಾರು 25 ವರ್ಷಗಳ ಹಿಂದೆ ಸಾರ್ವಜನಿಕವಾಗಿ ಆಚರಿಸುವ ಪರಂಪರೆಯನ್ನು ಹುಟ್ಟು ಹಾಕಿದ xyxy=(40,1412,180,1706)
sidebar2-headline: ವಿಕಲಚೇತನರಿಗೆ ಸಂಬಂಧಪಟ್ಟ ಸಂಸ್ಥೆಗಳಿಂದ ನೋಂದಣಿಗೆ ಸೂಚನೆ xyxy=(1023,471,1337,547)
globe-icon xyxy=(725,82,751,108)
story1-byline: ಸಂಜೀವಾಣಿ ವಾರ್ತೆ xyxy=(40,215,107,229)
masthead-right xyxy=(1038,72,1338,120)
facebook-icon[interactable] xyxy=(142,79,153,90)
story2-column-2: ಆದೋನಿ–ಶ್ರೀಶೈಲ್, ಮಾನವಿ–ಸಿಂಧನೂರು–ಕರ್ನೂಲ್–ಶ್ರೀಶೈಲ್, ಮಾನವಿ–ಸಿಂಧನೂರು–ಆದೋನಿ–ಶ್ರೀಶೈಲ್, ಮಸ್ಕಿ–ರಾಯಚೂರು–ಕರ್ನೂಲ್–ಶ್ರೀಶೈಲ್, ಮಸ್ಕಿ–ಸಿಂಧನೂರು–ಆದೋನಿ–ಶ್ರೀಶೈಲ್, ದೇವದುರ್ಗ–ರಾಯಚೂರು–ಕರ್ನೂಲ್–ಶ್ರೀಶೈಲ್ ಮಾರ್ಗವಾಗಿ ಬಸ್‌ಗಳ ಸಂಚಾರ ಮಾಡಲಿವೆ. 50 ಪ್ರಯಾಣಿಕರು ಲಭ್ಯವಿದ್ದಲ್ಲಿ ಅವರ ಸ್ಥಳದಿಂದ ನೇರವಾಗಿ ಶ್ರೀಶೈಲಂಗೆ ಬಸ್ಸು ವ್ಯವಸ್ಥೆಯನ್ನು ಒದಗಿಸಲಾಗುವುದು. ಹಾಗೂ ಪ್ರಯಾಣಿಕರು ಮುಂಗಡವಾಗಿ ಟಿಕೆಟ್ ದರದಿಂದ ಬಸ್ ಸೌಲಭ್ಯ ಪಡೆದುಕೊಳ್ಳಬಹುದು. ಪ್ರಯಾಣಿಕರು ಹೆಚ್ಚಿನ ಮಾಹಿತಿಗಾಗಿ ರಾಯಚೂರು ಘಟಕ ಮೊಬೈಲ್ ಸಂಖ್ಯೆ: 7760992363, xyxy=(690,197,848,426)
sidebar4-headline: ಕರ್ನಾಟಕ ಮಾಧ್ಯಮ ಅಕಾಡೆಮಿಯ ತರಬೇತಿಗೆ ಪತ್ರಕರ್ತೆಯರಿಂದ ಅರ್ಜಿ ಆಹ್ವಾನ xyxy=(1023,1431,1337,1493)
health-headline: ಬೇಸಿಗೆಯ ಬಿಸಿಲಿನ ತಾಪ ಹೆಚ್ಚಳ : ಆರೋಗ್ಯ ಇಲಾಖೆಯಿಂದ ಸಾರ್ವಜನಿಕರಿಗೆ ಅತ್ಯುಪಯುಕ್ತ ಸಲಹೆಗಳು xyxy=(42,614,1014,778)
issue-date: ಗುರುವಾರ ೦೫ ಮಾರ್ಚ್ 2026 xyxy=(1099,92,1298,113)
column-divider xyxy=(533,1878,534,2138)
sidebar1-byline: ಸಂಜೀವಾಣಿ ವಾರ್ತೆ xyxy=(1029,212,1096,226)
story3-column-mid1: ಸಂಸ್ಥೆ ಕಲಾ ವಿಕಾಸ ಪರಿಷತ್ತು, ಪುಟ್ಟಪ್ಪ ಶ್ರೇಷ್ಠ ಸಂಗೀತ, ಸಾಹಿತ್ಯ ಸಂಸ್ಕೃತಿಯನ್ನು ನಿರಂತರವಾಗಿ ಕಾಪಾಡುತ್ತಿದೆ. ಪುಟ್ಟರಾಜ ಸೇವಾ ಸಮಿತಿ ಹುಟ್ಟು ಹಾಕಿ, ಎಲ್ಲರೂ ಸಂಸ್ಥೆಗಳ ಮೂಲಕ ಸಂಗೀತ ಮತ್ತು ಹೊರರಾಜ್ಯಗಳಲ್ಲಿ ಸಂಗೀತ ಬೆಳೆಸುವಲ್ಲಿ ಗುರುಗಳು ಬಂದಿದೆ. ಪುಟ್ಟರಾಜರ ಹುಟ್ಟು ಹಬ್ಬವನ್ನು ಕಲಾ ವಿಕಾಸ ಪರಿಷತ್ ಆಚರಿಸಿ ಬೇಕಿಂದು ಸರಕಾರಕ್ಕೆ xyxy=(190,1722,360,1828)
logo-text: ಸಂಜೆವಾಣಿ xyxy=(620,78,719,111)
story-drama-show xyxy=(40,134,516,610)
health-subhead-dos: ಏನು ಮಾಡಬೇಕು : xyxy=(130,945,201,959)
sidebar2-byline: ಸಂಜೀವಾಣಿ ವಾರ್ತೆ xyxy=(1029,551,1096,565)
health-advisory-box xyxy=(40,612,1016,1242)
story2-column-3: 2ನೇ ಘಟಕ ಮೊಬೈಲ್ ಸಂಖ್ಯೆ: 7760992364, ರಾಯಚೂರು–3ನೇ ಘಟಕ ಮೊಬೈಲ್ ಸಂಖ್ಯೆ: 7619351087, ಲಿಂಗಸುಗೂರು ಘಟಕ ಮೊಬೈಲ್ ಸಂಖ್ಯೆ: 7760992365, ಸಿಂಧನೂರು ಘಟಕ ಮೊಬೈಲ್ ಸಂಖ್ಯೆ: 7760992366, ಮಾನವಿ ಘಟಕ ಮೊಬೈಲ್ ಸಂಖ್ಯೆ: 7760992367, ದೇವದುರ್ಗ ಘಟಕ ಮೊಬೈಲ್ ಸಂಖ್ಯೆ: 7760992368, ಮಸ್ಕಿ ಘಟಕ ಮೊಬೈಲ್ ಸಂಖ್ಯೆ: 7760992361, ಕೇಂದ್ರ ಬಸ್ ನಿಲ್ದಾಣ ನಿಯಂತ್ರಣಾಧಿಕಾರಿ ಮೊಬೈಲ್ ಸಂಖ್ಯೆ: 7760992370 ಅಥವಾ ಘಟಕ ವ್ಯವಸ್ಥಾಪಕರು, ಮೊಬೈಲ್ ಸಂಖ್ಯೆ: 7760992352 ಗೆ ಸಂಪರ್ಕ ಮಾಡಬಹುದೆಂದು ಕಲ್ಯಾಣ ಕರ್ನಾಟಕ ರಸ್ತೆ ಸಾರಿಗೆ ನಿಗಮದ ವಿಭಾಗೀಯ ನಿಯಂತ್ರಣಾಧಿಕಾರಿಗಳಾದ ಚಂದ್ರಶೇಖರ್ ಎಂ.ಎಸ್ ಅವರು ಪ್ರಕಟಣೆಯಲ್ಲಿ ತಿಳಿಸಿದ್ದಾರೆ. xyxy=(855,197,1013,487)
newspaper-logo xyxy=(620,74,850,116)
column-divider xyxy=(1017,132,1018,2138)
page-number: 3 xyxy=(1321,76,1338,106)
sidebar1-headline: ದ್ವಿತೀಯ ಪಿಯು ಪರೀಕ್ಷೆ : ಉರ್ದು ವಿಷಯಕ್ಕೆ 16 ವಿದ್ಯಾರ್ಥಿಗಳು ಗೈರು xyxy=(1023,133,1337,208)
ad-contact-line: ಜಾಹೀರಾತಿಗಾಗಿ ಸಂಪರ್ಕಿಸಿ - 78 29196693 xyxy=(386,77,562,90)
story3-column-mid3: ಗದಗ ಜಿಲ್ಲಾ ಅಧ್ಯಕ್ಷ ಶರಣಬಸಪ್ಪ ರಾಂಪುರ ಮಾತನಾಡಿ, ಪಂಡಿತ ಪುಟ್ಟರಾಜ ಗವಾಯಿಗಳ ಸೇವೆಯನ್ನು ಪ್ರತಿಯೊಬ್ಬರು ನೆನೆಯಬೇಕು ಎಂದರು. ಪ್ರತಿಭಾನ್ವಿತ ಮಕ್ಕಳಿಗೆ ಸಂಗೀತ ಶಿಕ್ಷಣವನ್ನು ಉಚಿತವಾಗಿ ನೀಡಿದ ಮಹಾನ್ ಚೇತನ ಗುರುಗಳು ಎಂದು ಸ್ಮರಿಸಿದರು. ಮುಖ್ಯ ಅತಿಥಿಯಾಗಿ ಆಗಮಿಸಿದ್ದ ಜಿಲ್ಲಾ ವೀರಶೈವ ಮಹಾಸಭಾ ಅಧ್ಯಕ್ಷ ರಾಜು ಕುರುಡಿ ಮಾತನಾಡಿ xyxy=(550,1722,720,1843)
story-team-india xyxy=(40,1878,528,2138)
